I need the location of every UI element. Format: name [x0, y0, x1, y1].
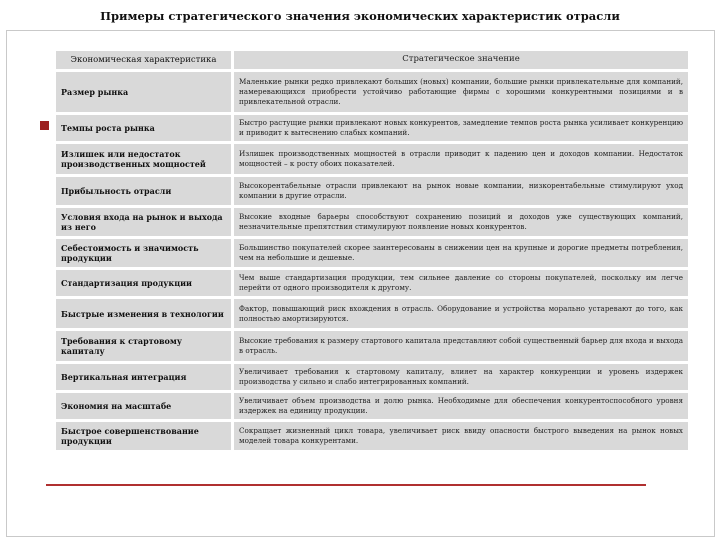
header-significance: Стратегическое значение — [234, 51, 688, 69]
row-significance: Высокие входные барьеры способствуют сохранению позиций и доходов уже существующих компаний, незначительные препятствия стимулируют появление новых конкурентов. — [234, 208, 688, 236]
row-characteristic: Стандартизация продукции — [56, 270, 231, 296]
table-row — [56, 331, 688, 361]
red-divider-line — [46, 484, 646, 486]
row-significance: Фактор, повышающий риск вхождения в отрасль. Оборудование и устройства морально устаревают до того, как полностью амортизируются. — [234, 299, 688, 328]
row-significance: Увеличивает объем производства и долю рынка. Необходимые для обеспечения конкурентоспособного уровня издержек на единицу продукции. — [234, 393, 688, 419]
characteristics-table — [53, 48, 691, 453]
table-row — [56, 177, 688, 205]
table-row — [56, 299, 688, 328]
row-characteristic: Излишек или недостаток производственных мощностей — [56, 144, 231, 174]
row-characteristic: Размер рынка — [56, 72, 231, 112]
row-characteristic: Прибыльность отрасли — [56, 177, 231, 205]
header-characteristic: Экономическая характеристика — [56, 51, 231, 69]
row-characteristic: Условия входа на рынок и выхода из него — [56, 208, 231, 236]
row-significance: Чем выше стандартизация продукции, тем сильнее давление со стороны покупателей, поскольку им легче перейти от одного производителя к другому. — [234, 270, 688, 296]
table-row — [56, 364, 688, 390]
table-row — [56, 72, 688, 112]
table-row — [56, 115, 688, 141]
table-row — [56, 393, 688, 419]
row-significance: Увеличивает требования к стартовому капиталу, влияет на характер конкуренции и уровень издержек производства у сильно и слабо интегрированных компаний. — [234, 364, 688, 390]
table-row — [56, 270, 688, 296]
row-characteristic: Быстрые изменения в технологии — [56, 299, 231, 328]
row-characteristic: Себестоимость и значимость продукции — [56, 239, 231, 267]
table-header-row — [56, 51, 688, 69]
row-significance: Излишек производственных мощностей в отрасли приводит к падению цен и доходов компании. Недостаток мощностей – к росту обоих показателей. — [234, 144, 688, 174]
square-bullet-icon — [40, 121, 49, 130]
row-significance: Высокорентабельные отрасли привлекают на рынок новые компании, низкорентабельные стимулируют уход компании в другие отрасли. — [234, 177, 688, 205]
row-significance: Сокращает жизненный цикл товара, увеличивает риск ввиду опасности быстрого выведения на рынок новых моделей товара конкурентами. — [234, 422, 688, 450]
row-significance: Высокие требования к размеру стартового капитала представляют собой существенный барьер для входа и выхода в отрасль. — [234, 331, 688, 361]
row-significance: Маленькие рынки редко привлекают больших (новых) компании, большие рынки привлекательные для компаний, намеревающихся приобрести устойчиво работающие фирмы с хорошими конкурентными позициями и в привлекательной отрасли. — [234, 72, 688, 112]
row-characteristic: Требования к стартовому капиталу — [56, 331, 231, 361]
table-row — [56, 239, 688, 267]
row-significance: Большинство покупателей скорее заинтересованы в снижении цен на крупные и дорогие предметы потребления, чем на небольшие и дешевые. — [234, 239, 688, 267]
page-title: Примеры стратегического значения экономических характеристик отрасли — [100, 9, 620, 23]
row-characteristic: Темпы роста рынка — [56, 115, 231, 141]
row-characteristic: Быстрое совершенствование продукции — [56, 422, 231, 450]
table-row — [56, 144, 688, 174]
row-characteristic: Вертикальная интеграция — [56, 364, 231, 390]
row-significance: Быстро растущие рынки привлекают новых конкурентов, замедление темпов роста рынка усиливает конкуренцию и приводит к вытеснению слабых компаний. — [234, 115, 688, 141]
table-row — [56, 422, 688, 450]
row-characteristic: Экономия на масштабе — [56, 393, 231, 419]
table-row — [56, 208, 688, 236]
